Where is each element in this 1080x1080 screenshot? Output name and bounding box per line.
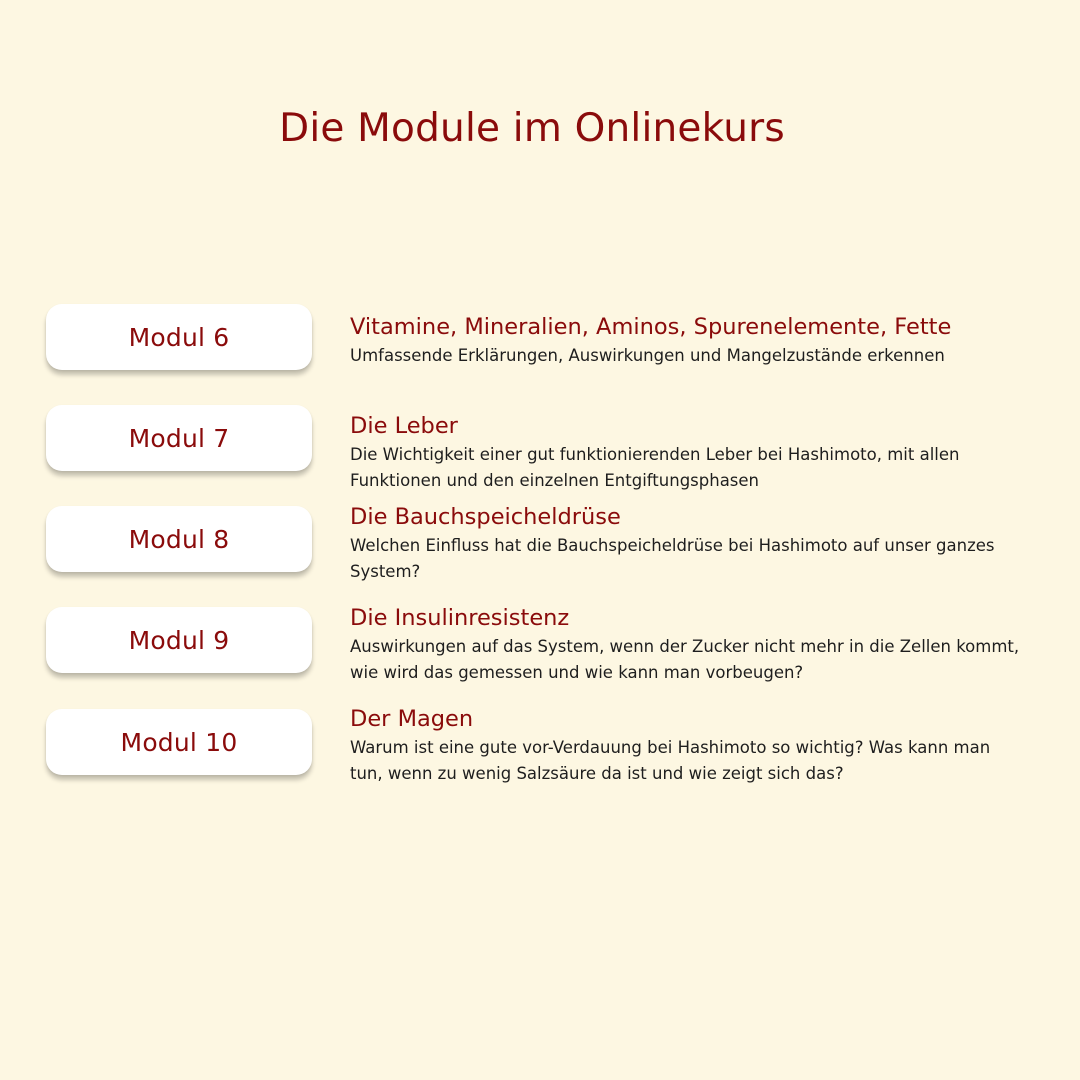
module-badge-9 — [46, 607, 312, 673]
module-title: Der Magen — [350, 706, 474, 732]
page-title: Die Module im Onlinekurs — [279, 106, 785, 151]
module-badge-8 — [46, 506, 312, 572]
module-badge-7 — [46, 405, 312, 471]
module-info-7 — [350, 411, 1020, 494]
module-title: Die Leber — [350, 413, 458, 439]
module-label: Modul 10 — [120, 727, 238, 757]
module-label: Modul 9 — [128, 625, 230, 655]
module-description: Umfassende Erklärungen, Auswirkungen und Mangelzustände erkennen — [350, 346, 945, 365]
module-label: Modul 8 — [128, 524, 230, 554]
module-info-6 — [350, 312, 1020, 369]
module-info-9 — [350, 603, 1020, 686]
module-description: Auswirkungen auf das System, wenn der Zucker nicht mehr in die Zellen kommt, wie wird das gemessen und wie kann man vorbeugen? — [350, 637, 1020, 682]
module-description: Die Wichtigkeit einer gut funktionierenden Leber bei Hashimoto, mit allen Funktionen und den einzelnen Entgiftungsphasen — [350, 445, 960, 490]
module-info-10 — [350, 704, 1020, 787]
module-label: Modul 6 — [128, 322, 230, 352]
module-title: Vitamine, Mineralien, Aminos, Spurenelemente, Fette — [350, 314, 952, 340]
module-badge-6 — [46, 304, 312, 370]
module-title: Die Bauchspeicheldrüse — [350, 504, 621, 530]
module-badge-10 — [46, 709, 312, 775]
module-description: Welchen Einfluss hat die Bauchspeicheldrüse bei Hashimoto auf unser ganzes System? — [350, 536, 995, 581]
module-description: Warum ist eine gute vor-Verdauung bei Hashimoto so wichtig? Was kann man tun, wenn zu wenig Salzsäure da ist und wie zeigt sich das? — [350, 738, 991, 783]
module-title: Die Insulinresistenz — [350, 605, 570, 631]
module-label: Modul 7 — [128, 423, 230, 453]
module-info-8 — [350, 502, 1020, 585]
